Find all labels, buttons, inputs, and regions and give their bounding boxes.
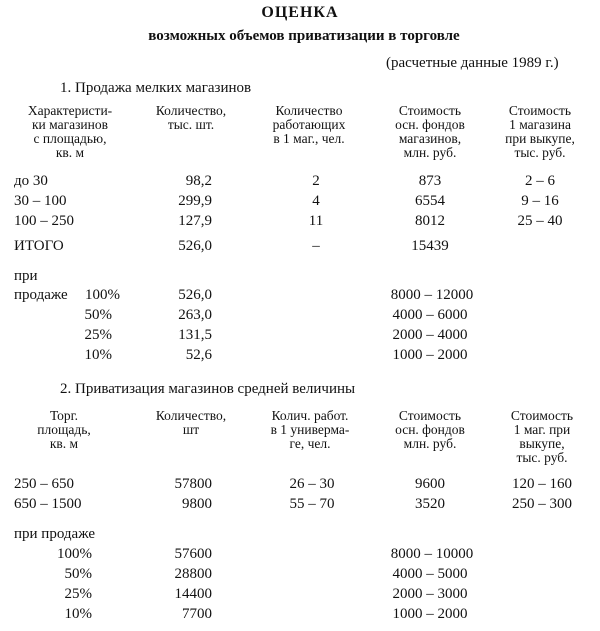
- sale-cost: 2000 – 3000: [392, 586, 468, 602]
- unit-price-cell: 25 – 40: [517, 213, 563, 229]
- s2-header-unit-price: Стоимость 1 маг. при выкупе, тыс. руб.: [510, 408, 574, 465]
- sale-count: 131,5: [178, 327, 212, 343]
- s2-header-count: Количество, шт: [155, 408, 227, 437]
- sale-percent: 10%: [64, 606, 92, 622]
- area-cell: до 30: [14, 173, 48, 189]
- sale-count: 7700: [182, 606, 212, 622]
- area-cell: 30 – 100: [14, 193, 67, 209]
- s1-header-area: Характеристи- ки магазинов с площадью, кв. м: [27, 103, 113, 160]
- cost-cell: 6554: [415, 193, 445, 209]
- sale-count: 526,0: [178, 287, 212, 303]
- count-cell: 98,2: [185, 173, 212, 189]
- total-workers: –: [312, 238, 320, 254]
- sale-percent: 100%: [85, 287, 120, 303]
- s1-header-count: Количество, тыс. шт.: [155, 103, 227, 132]
- sale-percent: 100%: [57, 546, 92, 562]
- s1-header-workers: Количество работающих в 1 маг., чел.: [272, 103, 346, 146]
- document-title: ОЦЕНКА: [261, 4, 339, 21]
- area-cell: 100 – 250: [14, 213, 74, 229]
- workers-cell: 11: [308, 213, 324, 229]
- data-note: (расчетные данные 1989 г.): [386, 55, 559, 71]
- section1-heading: 1. Продажа мелких магазинов: [60, 80, 252, 96]
- sale-label-line1: при: [14, 268, 38, 284]
- cost-cell: 873: [418, 173, 442, 189]
- section2-heading: 2. Приватизация магазинов средней величины: [60, 381, 356, 397]
- sale-percent: 50%: [64, 566, 92, 582]
- sale-label-line2: продаже: [14, 287, 68, 303]
- workers-cell: 4: [312, 193, 320, 209]
- total-count: 526,0: [178, 238, 212, 254]
- sale-cost: 8000 – 12000: [390, 287, 474, 303]
- sale-percent: 25%: [84, 327, 112, 343]
- sale-cost: 4000 – 5000: [392, 566, 468, 582]
- sale-cost: 1000 – 2000: [392, 347, 468, 363]
- total-label: ИТОГО: [14, 238, 64, 254]
- sale-count: 57600: [174, 546, 212, 562]
- area-cell: 650 – 1500: [14, 496, 82, 512]
- document-subtitle: возможных объемов приватизации в торговле: [148, 28, 460, 44]
- s1-header-cost: Стоимость осн. фондов магазинов, млн. руб.: [395, 103, 465, 160]
- unit-price-cell: 250 – 300: [512, 496, 572, 512]
- cost-cell: 3520: [415, 496, 445, 512]
- unit-price-cell: 120 – 160: [512, 476, 572, 492]
- sale-count: 28800: [174, 566, 212, 582]
- count-cell: 127,9: [178, 213, 212, 229]
- cost-cell: 8012: [415, 213, 445, 229]
- sale-count: 52,6: [185, 347, 212, 363]
- workers-cell: 26 – 30: [289, 476, 335, 492]
- s2-header-area: Торг. площадь, кв. м: [37, 408, 91, 451]
- sale-count: 14400: [174, 586, 212, 602]
- s2-header-workers: Колич. работ. в 1 универма- ге, чел.: [270, 408, 350, 451]
- sale-percent: 50%: [84, 307, 112, 323]
- workers-cell: 2: [312, 173, 320, 189]
- workers-cell: 55 – 70: [289, 496, 335, 512]
- sale-count: 263,0: [178, 307, 212, 323]
- unit-price-cell: 2 – 6: [525, 173, 555, 189]
- sale-cost: 4000 – 6000: [392, 307, 468, 323]
- cost-cell: 9600: [415, 476, 445, 492]
- sale-percent: 10%: [84, 347, 112, 363]
- s1-header-unit-price: Стоимость 1 магазина при выкупе, тыс. руб.: [505, 103, 575, 160]
- area-cell: 250 – 650: [14, 476, 74, 492]
- sale-cost: 2000 – 4000: [392, 327, 468, 343]
- sale-cost: 8000 – 10000: [390, 546, 474, 562]
- count-cell: 57800: [174, 476, 212, 492]
- total-cost: 15439: [411, 238, 449, 254]
- count-cell: 9800: [182, 496, 212, 512]
- sale-percent: 25%: [64, 586, 92, 602]
- s2-header-cost: Стоимость осн. фондов млн. руб.: [395, 408, 465, 451]
- sale-label: при продаже: [14, 526, 96, 542]
- unit-price-cell: 9 – 16: [521, 193, 559, 209]
- count-cell: 299,9: [178, 193, 212, 209]
- sale-cost: 1000 – 2000: [392, 606, 468, 622]
